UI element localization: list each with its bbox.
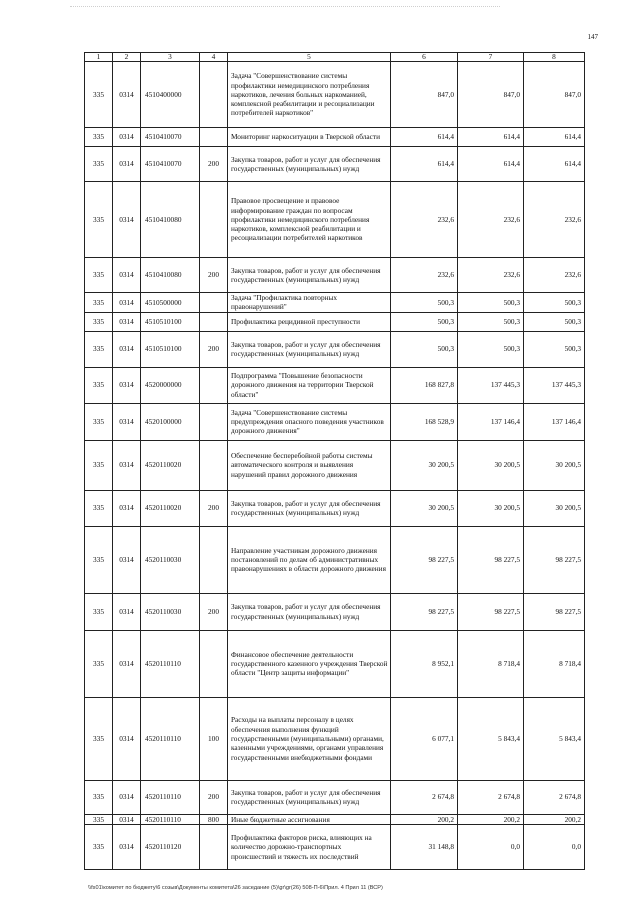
- amount-col8-cell: 30 200,5: [524, 490, 585, 526]
- subsection-code-cell: 0314: [113, 593, 141, 630]
- amount-col6-cell: 232,6: [391, 258, 458, 293]
- amount-col7-cell: 30 200,5: [458, 490, 524, 526]
- item-name-cell: Закупка товаров, работ и услуг для обеспечения государственных (муниципальных) нужд: [228, 147, 391, 182]
- amount-col6-cell: 98 227,5: [391, 593, 458, 630]
- section-code-cell: 335: [85, 814, 113, 824]
- page-number: 147: [587, 33, 598, 41]
- header-cell: 3: [141, 53, 200, 62]
- amount-col8-cell: 500,3: [524, 293, 585, 313]
- amount-col7-cell: 232,6: [458, 182, 524, 258]
- expense-type-code-cell: 200: [200, 331, 228, 367]
- target-article-code-cell: 4520110120: [141, 824, 200, 869]
- expense-type-code-cell: [200, 440, 228, 490]
- section-code-cell: 335: [85, 147, 113, 182]
- amount-col6-cell: 168 528,9: [391, 403, 458, 440]
- amount-col7-cell: 137 445,3: [458, 367, 524, 403]
- expense-type-code-cell: 800: [200, 814, 228, 824]
- amount-col6-cell: 30 200,5: [391, 440, 458, 490]
- subsection-code-cell: 0314: [113, 403, 141, 440]
- target-article-code-cell: 4520000000: [141, 367, 200, 403]
- amount-col8-cell: 98 227,5: [524, 593, 585, 630]
- amount-col8-cell: 500,3: [524, 312, 585, 331]
- amount-col7-cell: 847,0: [458, 62, 524, 128]
- table-row: [85, 182, 585, 258]
- section-code-cell: 335: [85, 128, 113, 147]
- expense-type-code-cell: [200, 128, 228, 147]
- expense-type-code-cell: [200, 367, 228, 403]
- amount-col7-cell: 500,3: [458, 293, 524, 313]
- expense-type-code-cell: [200, 62, 228, 128]
- item-name-cell: Обеспечение бесперебойной работы системы автоматического контроля и выявления нарушений правил дорожного движения: [228, 440, 391, 490]
- table-row: [85, 128, 585, 147]
- budget-table: [84, 52, 585, 870]
- section-code-cell: 335: [85, 630, 113, 697]
- table-row: [85, 490, 585, 526]
- amount-col8-cell: 8 718,4: [524, 630, 585, 697]
- expense-type-code-cell: 100: [200, 697, 228, 780]
- amount-col6-cell: 500,3: [391, 293, 458, 313]
- table-row: [85, 403, 585, 440]
- amount-col6-cell: 847,0: [391, 62, 458, 128]
- amount-col6-cell: 6 077,1: [391, 697, 458, 780]
- subsection-code-cell: 0314: [113, 367, 141, 403]
- section-code-cell: 335: [85, 312, 113, 331]
- subsection-code-cell: 0314: [113, 440, 141, 490]
- item-name-cell: Профилактика факторов риска, влияющих на количество дорожно-транспортных происшествий и тяжесть их последствий: [228, 824, 391, 869]
- amount-col7-cell: 137 146,4: [458, 403, 524, 440]
- item-name-cell: Закупка товаров, работ и услуг для обеспечения государственных (муниципальных) нужд: [228, 780, 391, 814]
- amount-col6-cell: 614,4: [391, 128, 458, 147]
- item-name-cell: Закупка товаров, работ и услуг для обеспечения государственных (муниципальных) нужд: [228, 490, 391, 526]
- target-article-code-cell: 4510510100: [141, 331, 200, 367]
- section-code-cell: 335: [85, 697, 113, 780]
- section-code-cell: 335: [85, 526, 113, 593]
- table-row: [85, 593, 585, 630]
- table-row: [85, 697, 585, 780]
- section-code-cell: 335: [85, 182, 113, 258]
- item-name-cell: Направление участникам дорожного движения постановлений по делам об административных правонарушениях в области дорожного движения: [228, 526, 391, 593]
- amount-col6-cell: 614,4: [391, 147, 458, 182]
- amount-col6-cell: 98 227,5: [391, 526, 458, 593]
- amount-col6-cell: 168 827,8: [391, 367, 458, 403]
- subsection-code-cell: 0314: [113, 824, 141, 869]
- item-name-cell: Иные бюджетные ассигнования: [228, 814, 391, 824]
- section-code-cell: 335: [85, 403, 113, 440]
- amount-col7-cell: 8 718,4: [458, 630, 524, 697]
- header-cell: 8: [524, 53, 585, 62]
- subsection-code-cell: 0314: [113, 258, 141, 293]
- target-article-code-cell: 4520100000: [141, 403, 200, 440]
- amount-col6-cell: 232,6: [391, 182, 458, 258]
- amount-col7-cell: 232,6: [458, 258, 524, 293]
- table-row: [85, 367, 585, 403]
- target-article-code-cell: 4510400000: [141, 62, 200, 128]
- section-code-cell: 335: [85, 824, 113, 869]
- subsection-code-cell: 0314: [113, 526, 141, 593]
- amount-col7-cell: 5 843,4: [458, 697, 524, 780]
- table-row: [85, 630, 585, 697]
- item-name-cell: Правовое просвещение и правовое информирование граждан по вопросам профилактики немедицинского потребления наркотиков, комплексной реабилитации и ресоциализации потребителей наркотиков: [228, 182, 391, 258]
- amount-col8-cell: 200,2: [524, 814, 585, 824]
- subsection-code-cell: 0314: [113, 62, 141, 128]
- amount-col8-cell: 232,6: [524, 182, 585, 258]
- table-row: [85, 312, 585, 331]
- section-code-cell: 335: [85, 258, 113, 293]
- header-row: [85, 53, 585, 62]
- section-code-cell: 335: [85, 367, 113, 403]
- amount-col7-cell: 500,3: [458, 312, 524, 331]
- subsection-code-cell: 0314: [113, 697, 141, 780]
- expense-type-code-cell: [200, 293, 228, 313]
- target-article-code-cell: 4520110110: [141, 630, 200, 697]
- item-name-cell: Мониторинг наркоситуации в Тверской области: [228, 128, 391, 147]
- target-article-code-cell: 4520110020: [141, 490, 200, 526]
- item-name-cell: Задача "Совершенствование системы профилактики немедицинского потребления наркотиков, лечения больных наркоманией, комплексной реабилитации и ресоциализации потребителей наркотиков": [228, 62, 391, 128]
- target-article-code-cell: 4520110030: [141, 593, 200, 630]
- item-name-cell: Профилактика рецидивной преступности: [228, 312, 391, 331]
- item-name-cell: Подпрограмма "Повышение безопасности дорожного движения на территории Тверской области": [228, 367, 391, 403]
- amount-col8-cell: 232,6: [524, 258, 585, 293]
- table-row: [85, 526, 585, 593]
- target-article-code-cell: 4510410070: [141, 147, 200, 182]
- amount-col6-cell: 2 674,8: [391, 780, 458, 814]
- amount-col7-cell: 98 227,5: [458, 526, 524, 593]
- item-name-cell: Задача "Совершенствование системы предупреждения опасного поведения участников дорожного движения": [228, 403, 391, 440]
- subsection-code-cell: 0314: [113, 490, 141, 526]
- expense-type-code-cell: [200, 312, 228, 331]
- amount-col8-cell: 614,4: [524, 128, 585, 147]
- header-cell: 5: [228, 53, 391, 62]
- expense-type-code-cell: 200: [200, 593, 228, 630]
- header-cell: 4: [200, 53, 228, 62]
- amount-col7-cell: 200,2: [458, 814, 524, 824]
- item-name-cell: Финансовое обеспечение деятельности государственного казенного учреждения Тверской области "Центр защиты информации": [228, 630, 391, 697]
- section-code-cell: 335: [85, 62, 113, 128]
- section-code-cell: 335: [85, 593, 113, 630]
- expense-type-code-cell: [200, 526, 228, 593]
- expense-type-code-cell: 200: [200, 258, 228, 293]
- subsection-code-cell: 0314: [113, 630, 141, 697]
- section-code-cell: 335: [85, 293, 113, 313]
- section-code-cell: 335: [85, 440, 113, 490]
- target-article-code-cell: 4520110110: [141, 780, 200, 814]
- table-row: [85, 147, 585, 182]
- amount-col6-cell: 8 952,1: [391, 630, 458, 697]
- header-cell: 2: [113, 53, 141, 62]
- section-code-cell: 335: [85, 331, 113, 367]
- table-row: [85, 62, 585, 128]
- target-article-code-cell: 4520110020: [141, 440, 200, 490]
- amount-col8-cell: 500,3: [524, 331, 585, 367]
- expense-type-code-cell: [200, 182, 228, 258]
- amount-col8-cell: 2 674,8: [524, 780, 585, 814]
- table-row: [85, 440, 585, 490]
- target-article-code-cell: 4520110030: [141, 526, 200, 593]
- table-row: [85, 780, 585, 814]
- table-row: [85, 258, 585, 293]
- target-article-code-cell: 4510410080: [141, 182, 200, 258]
- subsection-code-cell: 0314: [113, 814, 141, 824]
- item-name-cell: Задача "Профилактика повторных правонарушений": [228, 293, 391, 313]
- table-row: [85, 331, 585, 367]
- section-code-cell: 335: [85, 780, 113, 814]
- item-name-cell: Расходы на выплаты персоналу в целях обеспечения выполнения функций государственными (муниципальными) органами, казенными учреждениями, органами управления государственными внебюджетными фондами: [228, 697, 391, 780]
- section-code-cell: 335: [85, 490, 113, 526]
- amount-col8-cell: 847,0: [524, 62, 585, 128]
- amount-col7-cell: 30 200,5: [458, 440, 524, 490]
- amount-col8-cell: 5 843,4: [524, 697, 585, 780]
- amount-col7-cell: 500,3: [458, 331, 524, 367]
- item-name-cell: Закупка товаров, работ и услуг для обеспечения государственных (муниципальных) нужд: [228, 331, 391, 367]
- expense-type-code-cell: [200, 630, 228, 697]
- target-article-code-cell: 4520110110: [141, 697, 200, 780]
- target-article-code-cell: 4520110110: [141, 814, 200, 824]
- subsection-code-cell: 0314: [113, 312, 141, 331]
- target-article-code-cell: 4510510100: [141, 312, 200, 331]
- amount-col7-cell: 0,0: [458, 824, 524, 869]
- table-row: [85, 293, 585, 313]
- subsection-code-cell: 0314: [113, 147, 141, 182]
- amount-col8-cell: 137 445,3: [524, 367, 585, 403]
- item-name-cell: Закупка товаров, работ и услуг для обеспечения государственных (муниципальных) нужд: [228, 593, 391, 630]
- expense-type-code-cell: 200: [200, 490, 228, 526]
- amount-col7-cell: 614,4: [458, 128, 524, 147]
- expense-type-code-cell: [200, 403, 228, 440]
- amount-col7-cell: 614,4: [458, 147, 524, 182]
- target-article-code-cell: 4510410070: [141, 128, 200, 147]
- subsection-code-cell: 0314: [113, 182, 141, 258]
- expense-type-code-cell: [200, 824, 228, 869]
- target-article-code-cell: 4510410080: [141, 258, 200, 293]
- amount-col8-cell: 98 227,5: [524, 526, 585, 593]
- expense-type-code-cell: 200: [200, 780, 228, 814]
- item-name-cell: Закупка товаров, работ и услуг для обеспечения государственных (муниципальных) нужд: [228, 258, 391, 293]
- header-cell: 6: [391, 53, 458, 62]
- expense-type-code-cell: 200: [200, 147, 228, 182]
- amount-col8-cell: 137 146,4: [524, 403, 585, 440]
- amount-col7-cell: 98 227,5: [458, 593, 524, 630]
- amount-col8-cell: 30 200,5: [524, 440, 585, 490]
- header-cell: 1: [85, 53, 113, 62]
- amount-col6-cell: 31 148,8: [391, 824, 458, 869]
- subsection-code-cell: 0314: [113, 293, 141, 313]
- amount-col6-cell: 500,3: [391, 331, 458, 367]
- target-article-code-cell: 4510500000: [141, 293, 200, 313]
- amount-col6-cell: 200,2: [391, 814, 458, 824]
- amount-col7-cell: 2 674,8: [458, 780, 524, 814]
- amount-col6-cell: 500,3: [391, 312, 458, 331]
- amount-col8-cell: 614,4: [524, 147, 585, 182]
- scan-artifact-line: [70, 6, 500, 8]
- table-row: [85, 814, 585, 824]
- subsection-code-cell: 0314: [113, 331, 141, 367]
- amount-col8-cell: 0,0: [524, 824, 585, 869]
- table-row: [85, 824, 585, 869]
- amount-col6-cell: 30 200,5: [391, 490, 458, 526]
- header-cell: 7: [458, 53, 524, 62]
- subsection-code-cell: 0314: [113, 780, 141, 814]
- file-path-footer: \\fs01\комитет по бюджету\6 созыв\Документы комитета\26 заседание (5)\gr\gr(26) 508-П-6\Прил. 4 Прил 11 (ВСР): [88, 885, 383, 891]
- subsection-code-cell: 0314: [113, 128, 141, 147]
